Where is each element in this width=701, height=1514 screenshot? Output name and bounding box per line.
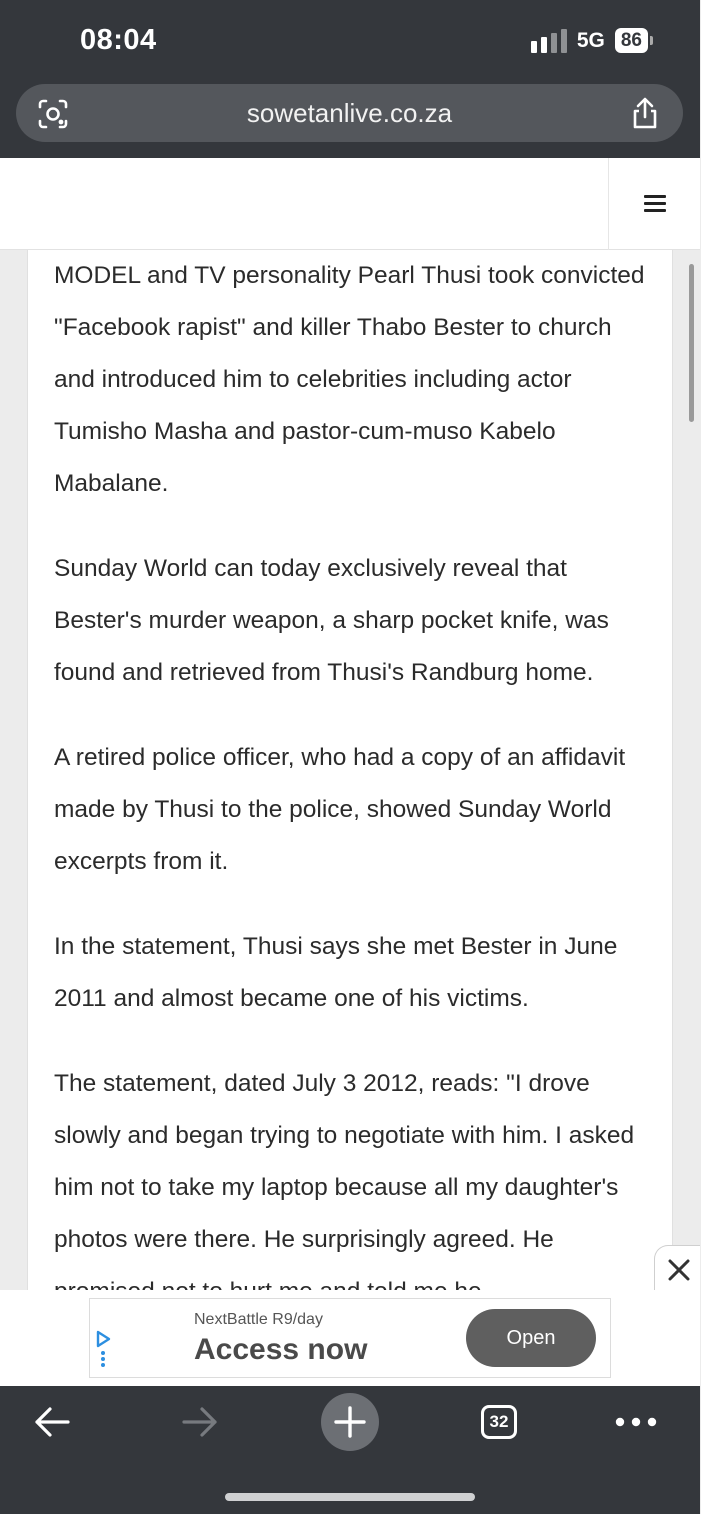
ad-open-button[interactable]: Open — [466, 1309, 596, 1367]
tabs-button[interactable]: 32 — [481, 1405, 517, 1439]
home-indicator[interactable] — [225, 1493, 475, 1501]
article-paragraph: Sunday World can today exclusively reveal that Bester's murder weapon, a sharp pocket knife, was found and retrieved from Thusi's Randburg home. — [54, 555, 609, 686]
new-tab-button[interactable] — [321, 1393, 379, 1451]
ad-banner — [0, 1290, 700, 1386]
battery-indicator: 86 — [615, 28, 648, 53]
plus-icon — [321, 1393, 379, 1451]
ad-box[interactable] — [89, 1298, 611, 1378]
scrollbar-thumb[interactable] — [689, 264, 694, 422]
ad-advertiser: NextBattle R9/day — [194, 1311, 323, 1328]
more-horizontal-icon[interactable] — [614, 1416, 658, 1428]
article-paragraph: In the statement, Thusi says she met Bester in June 2011 and almost became one of his victims. — [54, 933, 618, 1012]
status-icons — [531, 28, 648, 53]
article-paragraph: A retired police officer, who had a copy of an affidavit made by Thusi to the police, showed Sunday World excerpts from it. — [54, 744, 626, 875]
browser-top-bar — [0, 0, 700, 158]
close-icon — [655, 1246, 701, 1292]
article-card — [27, 250, 673, 1290]
status-time: 08:04 — [80, 24, 157, 56]
ad-close-button[interactable] — [654, 1245, 700, 1291]
address-bar[interactable] — [16, 84, 683, 142]
arrow-right-icon[interactable] — [180, 1404, 220, 1440]
hamburger-menu-icon — [644, 195, 666, 198]
network-label: 5G — [576, 28, 605, 52]
site-header — [0, 158, 700, 250]
article-body — [54, 250, 654, 1351]
url-text: sowetanlive.co.za — [246, 98, 453, 128]
ad-headline: Access now — [194, 1333, 368, 1366]
arrow-left-icon[interactable] — [32, 1404, 72, 1440]
signal-icon — [531, 29, 567, 53]
share-icon[interactable] — [629, 96, 661, 130]
article-paragraph: The statement, dated July 3 2012, reads: "I drove slowly and began trying to negotiate with him. I asked him not to take my laptop because all my daughter's photos were there. He surprisingly agreed. He — [54, 1070, 635, 1253]
hamburger-menu-button[interactable] — [608, 158, 700, 250]
browser-bottom-bar — [0, 1386, 700, 1514]
ad-choices-icon[interactable] — [95, 1329, 111, 1369]
article-paragraph: MODEL and TV personality Pearl Thusi took convicted "Facebook rapist" and killer Thabo Bester to church and introduced him to celebrities including actor Tumisho Masha and pastor-cum-muso Kabelo Mabalane. — [54, 262, 645, 497]
